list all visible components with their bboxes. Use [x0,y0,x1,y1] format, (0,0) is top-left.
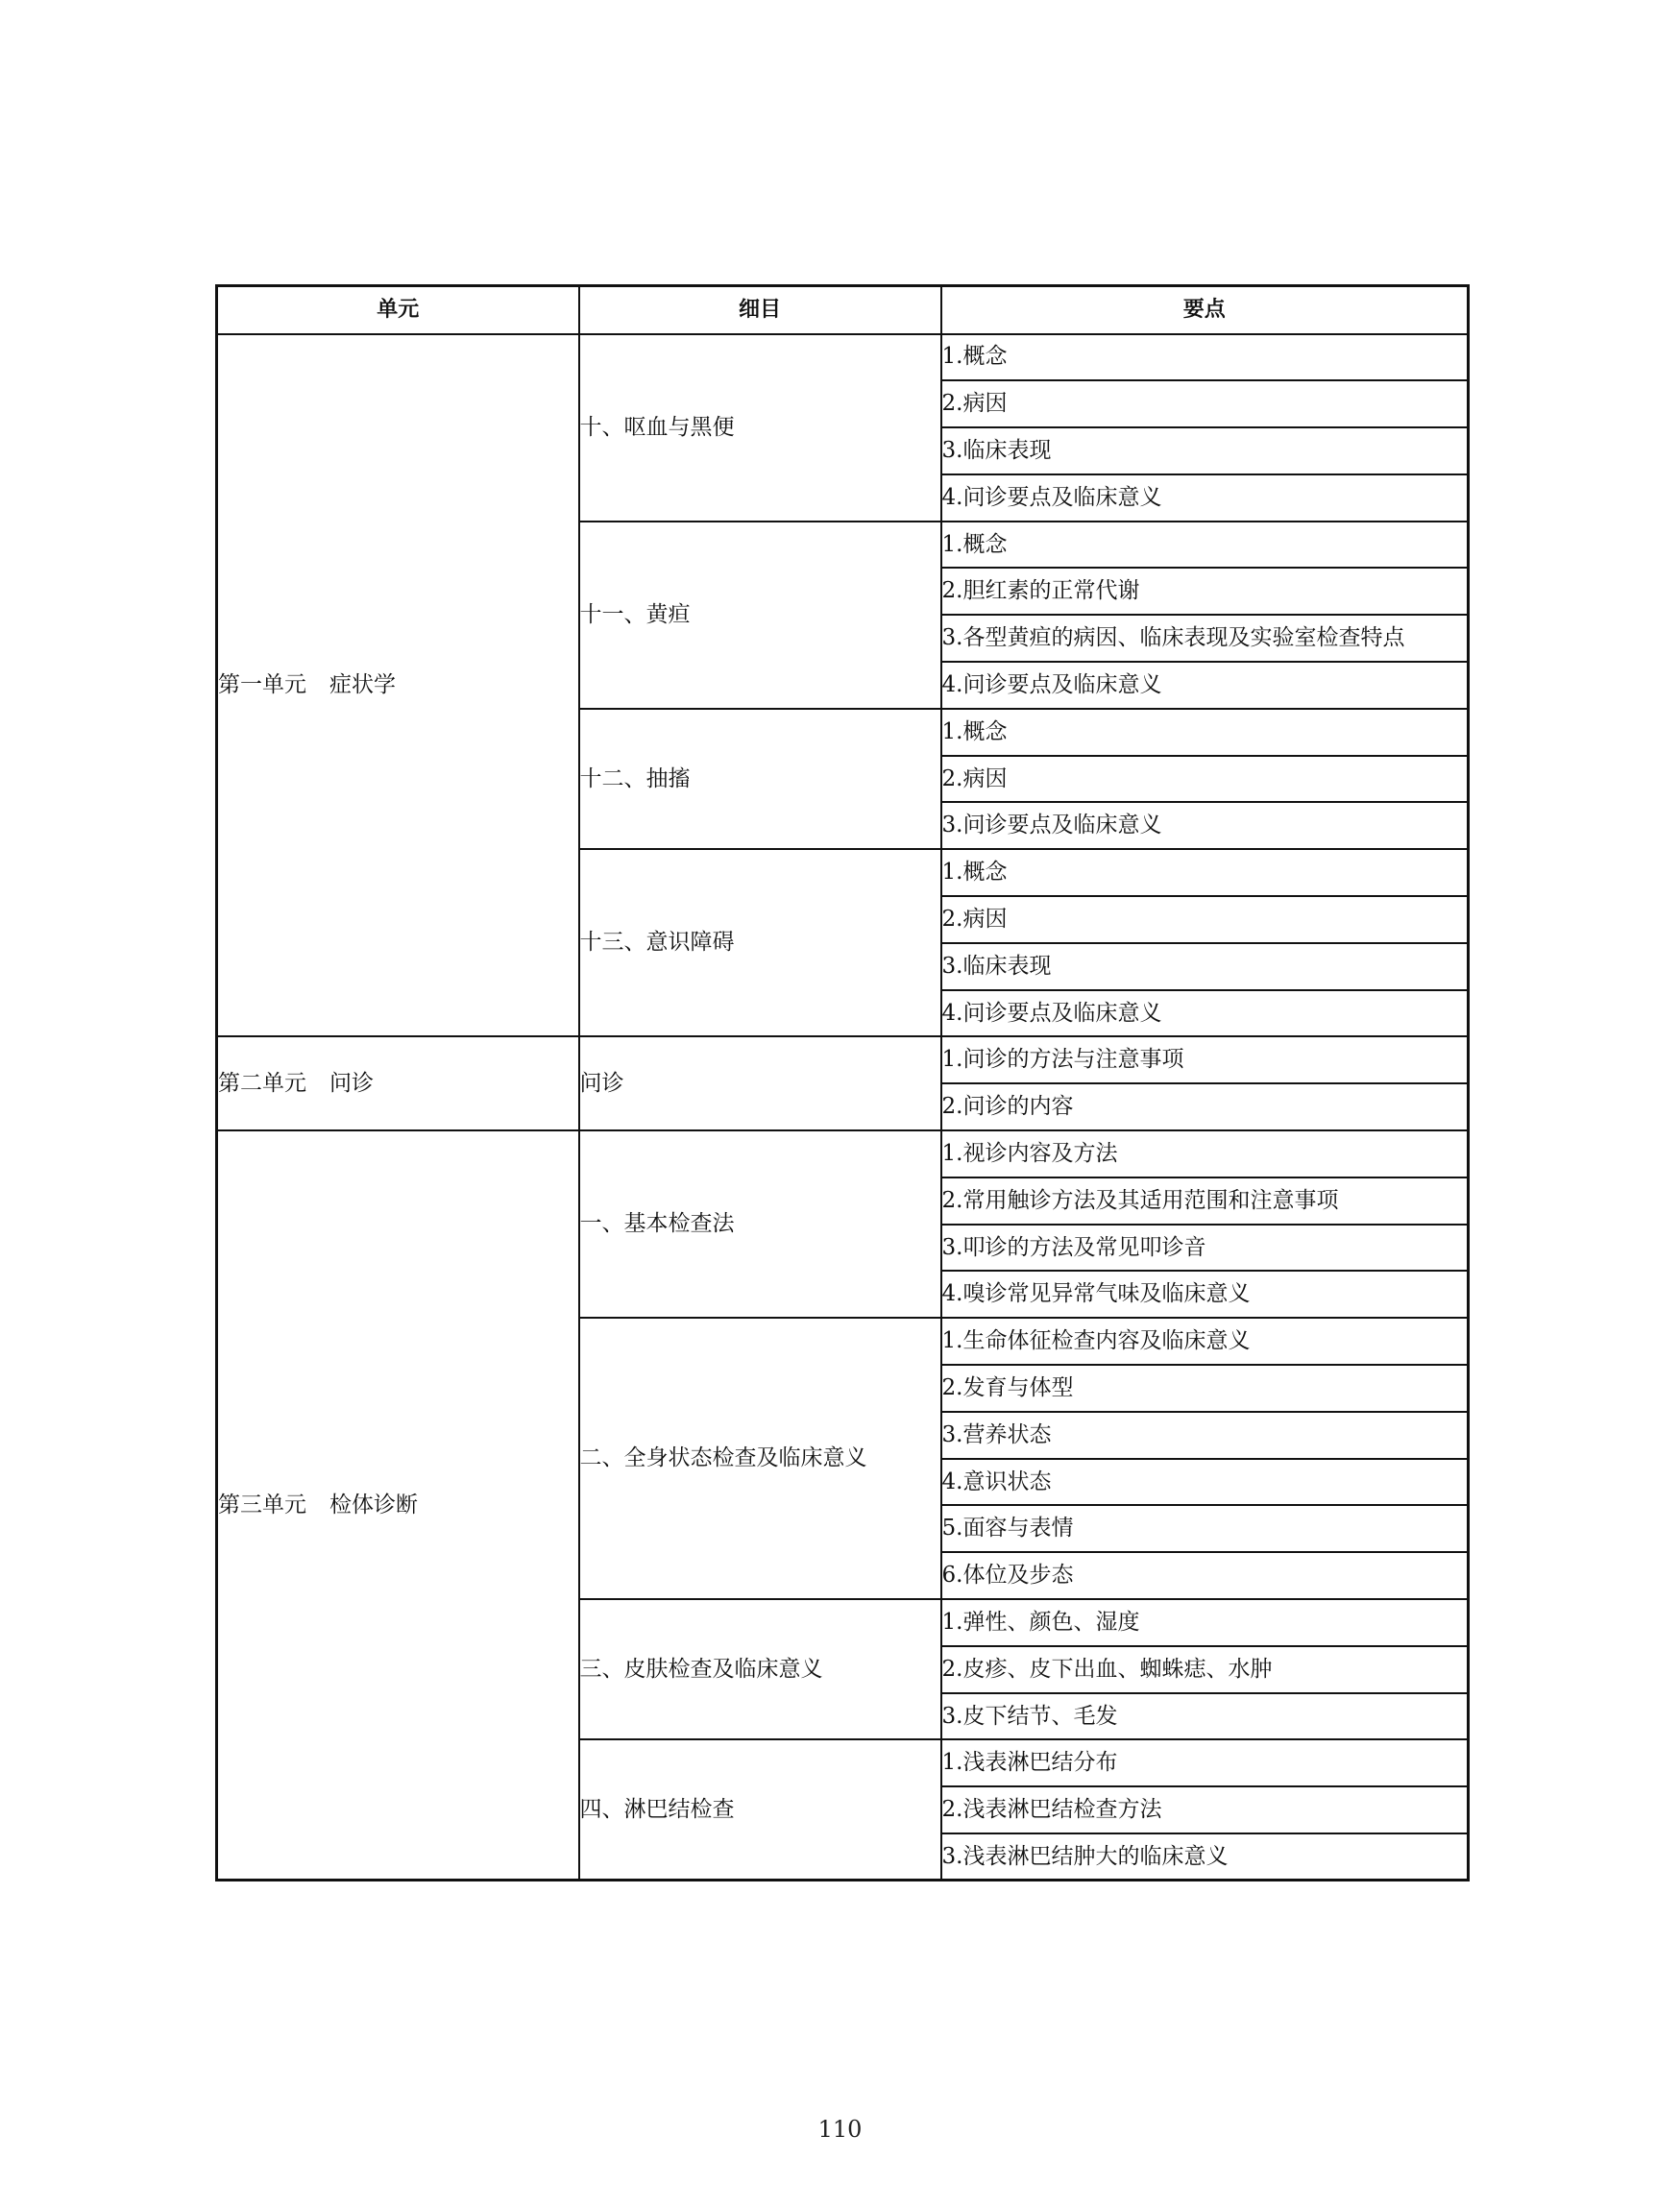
point-cell: 3.问诊要点及临床意义 [941,802,1469,849]
point-cell: 2.发育与体型 [941,1365,1469,1412]
point-cell: 4.问诊要点及临床意义 [941,990,1469,1037]
point-cell: 1.概念 [941,522,1469,569]
point-cell: 2.胆红素的正常代谢 [941,568,1469,615]
header-row [217,286,1469,334]
header-point: 要点 [941,286,1469,334]
item-cell: 十三、意识障碍 [579,849,941,1036]
point-cell: 2.病因 [941,896,1469,943]
item-cell: 一、基本检查法 [579,1130,941,1318]
item-cell: 十一、黄疸 [579,522,941,709]
point-cell: 1.概念 [941,709,1469,756]
point-cell: 1.概念 [941,849,1469,896]
table-row [217,334,1469,381]
point-cell: 3.皮下结节、毛发 [941,1693,1469,1740]
unit-title [218,1071,374,1096]
unit-name: 症状学 [329,671,396,697]
point-cell: 4.嗅诊常见异常气味及临床意义 [941,1271,1469,1318]
header-item: 细目 [579,286,941,334]
table-row [217,1130,1469,1177]
point-cell: 3.各型黄疸的病因、临床表现及实验室检查特点 [941,615,1469,662]
point-cell: 2.问诊的内容 [941,1083,1469,1130]
table-body [217,334,1469,1881]
item-cell: 二、全身状态检查及临床意义 [579,1318,941,1599]
unit-title [218,1493,418,1517]
point-cell: 3.叩诊的方法及常见叩诊音 [941,1225,1469,1272]
header-unit: 单元 [217,286,579,334]
point-cell: 3.临床表现 [941,943,1469,990]
point-cell: 2.浅表淋巴结检查方法 [941,1786,1469,1833]
item-cell: 十二、抽搐 [579,709,941,849]
syllabus-table [215,284,1470,1881]
unit-cell [217,1036,579,1130]
point-cell: 4.问诊要点及临床意义 [941,662,1469,709]
point-cell: 4.问诊要点及临床意义 [941,474,1469,522]
page-number: 110 [817,2116,863,2143]
point-cell: 3.营养状态 [941,1412,1469,1459]
point-cell: 5.面容与表情 [941,1505,1469,1552]
unit-label: 第二单元 [218,1070,306,1096]
unit-label: 第三单元 [218,1492,306,1517]
point-cell: 1.问诊的方法与注意事项 [941,1036,1469,1083]
unit-name: 检体诊断 [329,1492,418,1517]
point-cell: 3.浅表淋巴结肿大的临床意义 [941,1833,1469,1881]
point-cell: 1.浅表淋巴结分布 [941,1739,1469,1786]
point-cell: 6.体位及步态 [941,1552,1469,1599]
point-cell: 2.病因 [941,756,1469,803]
point-cell: 1.视诊内容及方法 [941,1130,1469,1177]
unit-cell [217,1130,579,1881]
point-cell: 2.常用触诊方法及其适用范围和注意事项 [941,1177,1469,1225]
point-cell: 1.概念 [941,334,1469,381]
unit-name: 问诊 [329,1070,374,1096]
table-row [217,1036,1469,1083]
unit-cell [217,334,579,1037]
point-cell: 2.病因 [941,380,1469,427]
unit-label: 第一单元 [218,671,306,697]
point-cell: 2.皮疹、皮下出血、蜘蛛痣、水肿 [941,1646,1469,1693]
item-cell: 四、淋巴结检查 [579,1739,941,1880]
point-cell: 3.临床表现 [941,427,1469,474]
item-cell: 三、皮肤检查及临床意义 [579,1599,941,1739]
item-cell: 十、呕血与黑便 [579,334,941,522]
point-cell: 1.生命体征检查内容及临床意义 [941,1318,1469,1365]
point-cell: 4.意识状态 [941,1459,1469,1506]
point-cell: 1.弹性、颜色、湿度 [941,1599,1469,1646]
unit-title [218,672,396,697]
item-cell: 问诊 [579,1036,941,1130]
